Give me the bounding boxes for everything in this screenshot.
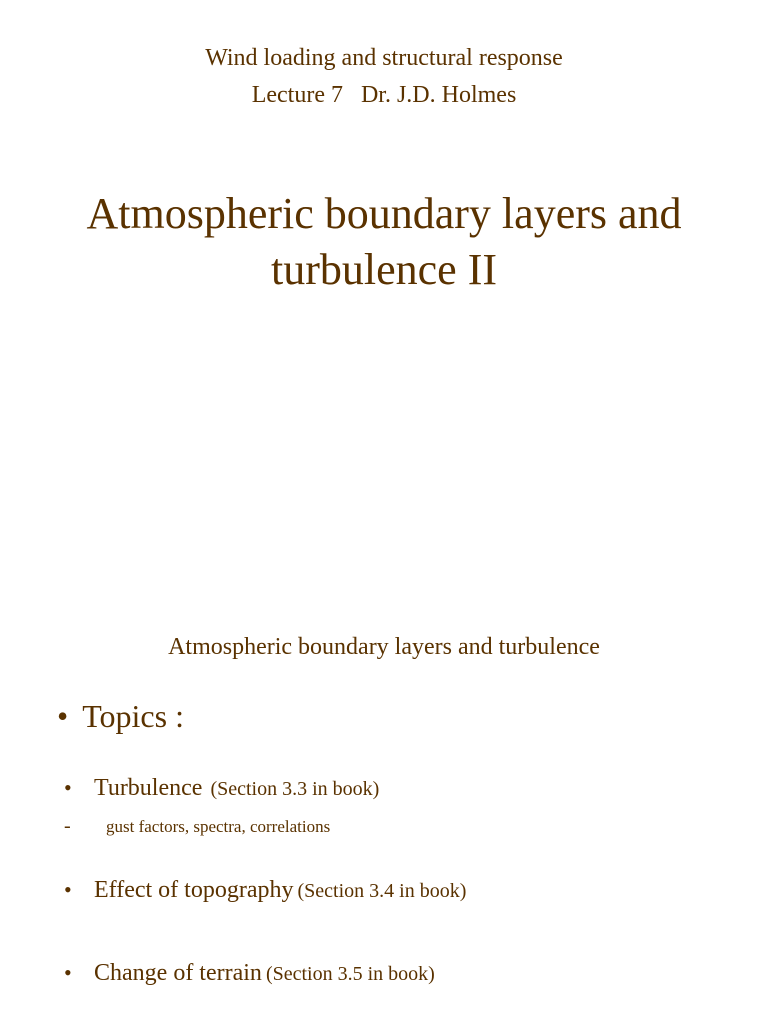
- topic-section-ref: (Section 3.3 in book): [210, 778, 380, 800]
- sub-item-text: gust factors, spectra, correlations: [106, 817, 331, 836]
- topic-label: Turbulence: [94, 775, 203, 801]
- topic-label: Effect of topography: [94, 877, 294, 903]
- dash-marker: -: [64, 815, 71, 837]
- slide-title: [0, 186, 768, 298]
- bullet-icon: •: [57, 698, 69, 734]
- slide-title-line-2: turbulence II: [271, 245, 497, 294]
- slide-2-title: Atmospheric boundary layers and turbulence: [168, 634, 600, 660]
- topic-item-topography: [64, 875, 466, 908]
- slide-2: [0, 512, 768, 1024]
- course-title: Wind loading and structural response: [205, 45, 563, 71]
- bullet-icon: •: [64, 960, 72, 985]
- topic-label: Change of terrain: [94, 960, 262, 986]
- topic-item-terrain: [64, 958, 435, 991]
- slide-title-line-1: Atmospheric boundary layers and: [86, 189, 682, 238]
- topic-section-ref: (Section 3.5 in book): [265, 963, 435, 985]
- lecture-line: Lecture 7 Dr. J.D. Holmes: [251, 82, 517, 108]
- topics-heading-label: Topics :: [82, 698, 184, 734]
- topic-item-turbulence: [64, 773, 379, 806]
- sub-item-turbulence-details: [64, 814, 330, 840]
- bullet-icon: •: [64, 877, 72, 902]
- topics-heading: [57, 696, 184, 736]
- topic-section-ref: (Section 3.4 in book): [297, 880, 467, 902]
- bullet-icon: •: [64, 775, 72, 800]
